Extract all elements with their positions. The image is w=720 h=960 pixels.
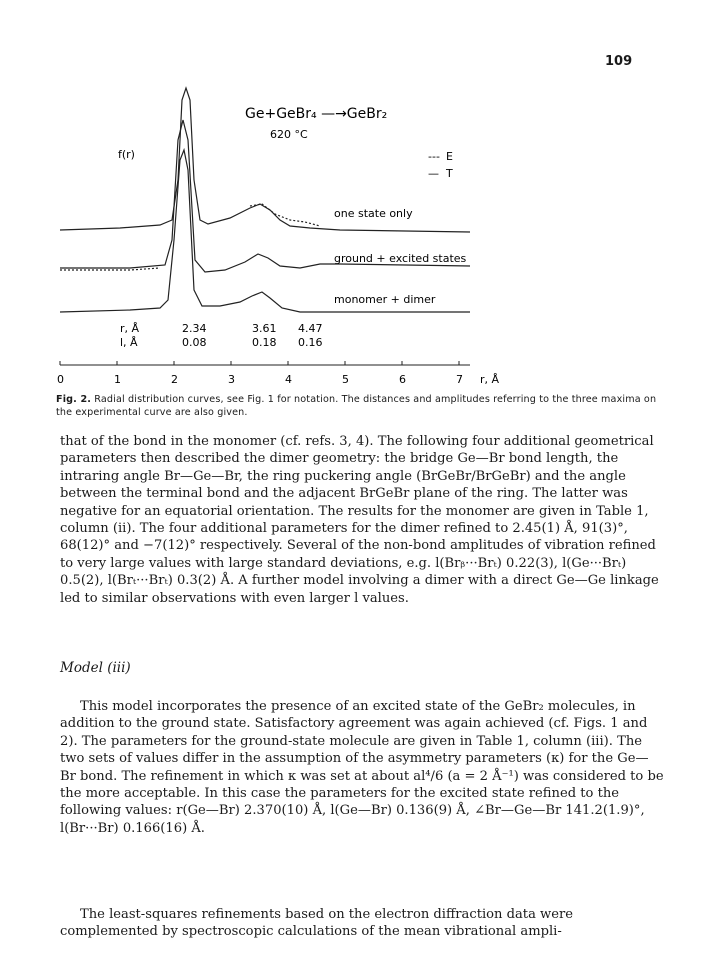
paragraph-3: The least-squares refinements based on the electron diffraction data were complemented by spectroscopic calculations of the mean vibrational ampli-: [60, 907, 574, 940]
x-tick-label: 4: [285, 373, 292, 386]
peak-3-r: 4.47: [298, 322, 323, 335]
row-label-l: l, Å: [120, 336, 138, 349]
legend-t-label: T: [446, 167, 453, 180]
x-tick-label: 7: [456, 373, 463, 386]
x-tick-label: 2: [171, 373, 178, 386]
section-heading: Model (iii): [60, 660, 131, 676]
figure-reaction: Ge+GeBr₄ —→GeBr₂: [245, 106, 388, 122]
x-tick-label: 5: [342, 373, 349, 386]
page-number: 109: [605, 54, 633, 69]
peak-2-r: 3.61: [252, 322, 277, 335]
curve-label-one-state: one state only: [334, 207, 413, 220]
legend-t-symbol: —: [428, 167, 439, 180]
legend-e-label: E: [446, 150, 453, 163]
figure-temperature: 620 °C: [270, 128, 308, 141]
figure-caption: [56, 393, 666, 419]
row-label-r: r, Å: [120, 322, 140, 335]
peak-1-r: 2.34: [182, 322, 207, 335]
curve-label-ground-excited: ground + excited states: [334, 252, 467, 265]
paragraph-2: This model incorporates the presence of an excited state of the GeBr₂ molecules, in addition to the ground state. Satisfactory agreement was again achieved (cf. Figs. 1 and 2). The parameters for the ground-state molecule are given in Table 1, column (iii). The two sets of values differ in the assumption of the asymmetry parameters (κ) for the Ge—Br bond. The refinement in which κ was set at about al⁴/6 (a = 2 Å⁻¹) was considered to be the more acceptable. In this case the parameters for the excited state refined to the following values: r(Ge—Br) 2.370(10) Å, l(Ge—Br) 0.136(9) Å, ∠Br—Ge—Br 141.2(1.9)°, l(Br···Br) 0.166(16) Å.: [60, 699, 664, 836]
x-tick-label: 0: [57, 373, 64, 386]
radial-distribution-figure: [0, 0, 720, 392]
caption-label: Fig. 2.: [56, 394, 92, 405]
paragraph-1: that of the bond in the monomer (cf. refs. 3, 4). The following four additional geometrical parameters then described the dimer geometry: the bridge Ge—Br bond length, the intraring angle Br—Ge—Br, the ring puckering angle (BrGeBr/BrGeBr) and the angle between the terminal bond and the adjacent BrGeBr plane of the ring. The latter was negative for an equatorial orientation. The results for the monomer are given in Table 1, column (ii). The four additional parameters for the dimer refined to 2.45(1) Å, 91(3)°, 68(12)° and −7(12)° respectively. Several of the non-bond amplitudes of vibration refined to very large values with large standard deviations, e.g. l(Brᵦ···Brₜ) 0.22(3), l(Ge···Brₜ) 0.5(2), l(Brₜ···Brₜ) 0.3(2) Å. A further model involving a dimer with a direct Ge—Ge linkage led to similar observations with even larger l values.: [60, 434, 659, 606]
x-tick-label: 6: [399, 373, 406, 386]
x-tick-label: 3: [228, 373, 235, 386]
peak-1-l: 0.08: [182, 336, 207, 349]
peak-2-l: 0.18: [252, 336, 277, 349]
y-axis-label: f(r): [118, 148, 135, 161]
caption-text: Radial distribution curves, see Fig. 1 for notation. The distances and amplitudes referring to the three maxima on the experimental curve are also given.: [56, 394, 657, 418]
x-axis-unit: r, Å: [480, 373, 500, 386]
x-tick-label: 1: [114, 373, 121, 386]
curve-ground-excited: [60, 120, 470, 272]
peak-3-l: 0.16: [298, 336, 323, 349]
curve-label-monomer-dimer: monomer + dimer: [334, 293, 436, 306]
legend-e-symbol: ---: [428, 150, 440, 163]
